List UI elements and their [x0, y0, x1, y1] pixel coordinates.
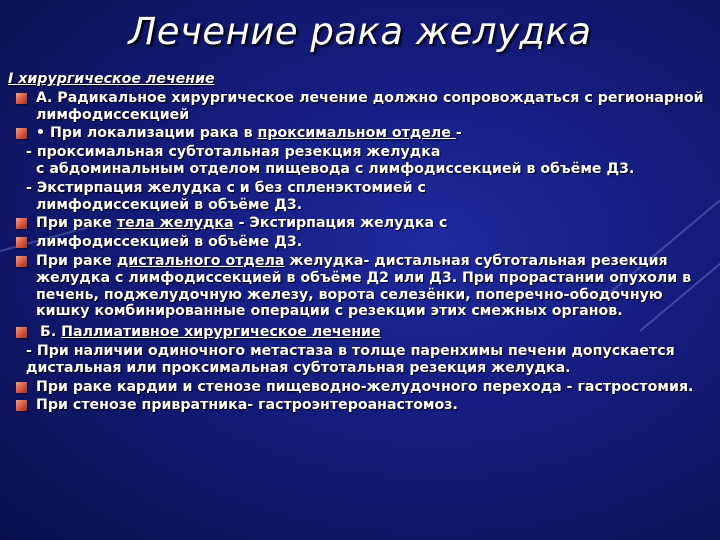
slide-content — [8, 71, 708, 416]
palliative-pre: Б. — [40, 324, 62, 341]
distal-post: желудка- дистальная субтотальная резекция желудка с лимфодиссекцией в объёме Д2 или Д3. При прорастании опухоли в печень, поджелудочную железу, ворота селезёнки, поперечно-ободочную кишку комбинированные операции с резекции этих смежных органов. — [36, 252, 692, 320]
proximal-pre: • При локализации рака в — [36, 125, 258, 142]
body-pre: При раке — [36, 215, 117, 232]
list-item-cardia — [8, 379, 708, 396]
slide-title: Лечение рака желудка — [128, 10, 592, 53]
square-bullet-icon — [16, 382, 27, 393]
proximal-subitem-1-line2: с абдоминальным отделом пищевода с лимфодиссекцией в объёме Д3. — [36, 160, 635, 177]
square-bullet-icon — [16, 400, 27, 411]
list-item-pylorus — [8, 397, 708, 414]
metastasis-text: - При наличии одиночного метастаза в толще паренхимы печени допускается дистальная или проксимальная субтотальная резекция желудка. — [26, 342, 675, 376]
list-item-palliative — [8, 324, 708, 341]
square-bullet-icon — [16, 237, 27, 248]
radical-text: А. Радикальное хирургическое лечение должно сопровождаться с регионарной лимфодиссекцией — [36, 89, 704, 123]
list-item-body — [8, 215, 708, 232]
square-bullet-icon — [16, 93, 27, 104]
cardia-text: При раке кардии и стенозе пищеводно-желудочного перехода - гастростомия. — [36, 378, 694, 395]
square-bullet-icon — [16, 327, 27, 338]
proximal-post: - — [455, 125, 462, 142]
distal-link: дистального отдела — [116, 252, 285, 269]
proximal-subitem-1-line1: - проксимальная субтотальная резекция желудка — [26, 144, 441, 161]
proximal-subitem-2-line2: лимфодиссекцией в объёме Д3. — [36, 196, 303, 213]
list-item-radical — [8, 90, 708, 124]
proximal-subitem-1 — [8, 144, 708, 178]
square-bullet-icon — [16, 256, 27, 267]
body-cont-text: лимфодиссекцией в объёме Д3. — [36, 234, 303, 251]
list-item-proximal — [8, 125, 708, 142]
square-bullet-icon — [16, 218, 27, 229]
distal-pre: При раке — [36, 252, 117, 269]
section-heading-surgical: I хирургическое лечение — [8, 71, 215, 87]
proximal-subitem-2-line1: - Экстирпация желудка с и без спленэктомией с — [26, 179, 426, 196]
palliative-link: Паллиативное хирургическое лечение — [61, 324, 381, 341]
metastasis-item — [8, 343, 708, 377]
square-bullet-icon — [16, 128, 27, 139]
list-item-distal — [8, 253, 708, 320]
body-post: - Экстирпация желудка с — [233, 215, 448, 232]
body-link: тела желудка — [116, 215, 234, 232]
proximal-link: проксимальном отделе — [257, 125, 456, 142]
proximal-subitem-2 — [8, 180, 708, 214]
list-item-body-cont — [8, 234, 708, 251]
pylorus-text: При стенозе привратника- гастроэнтероанастомоз. — [36, 397, 458, 414]
